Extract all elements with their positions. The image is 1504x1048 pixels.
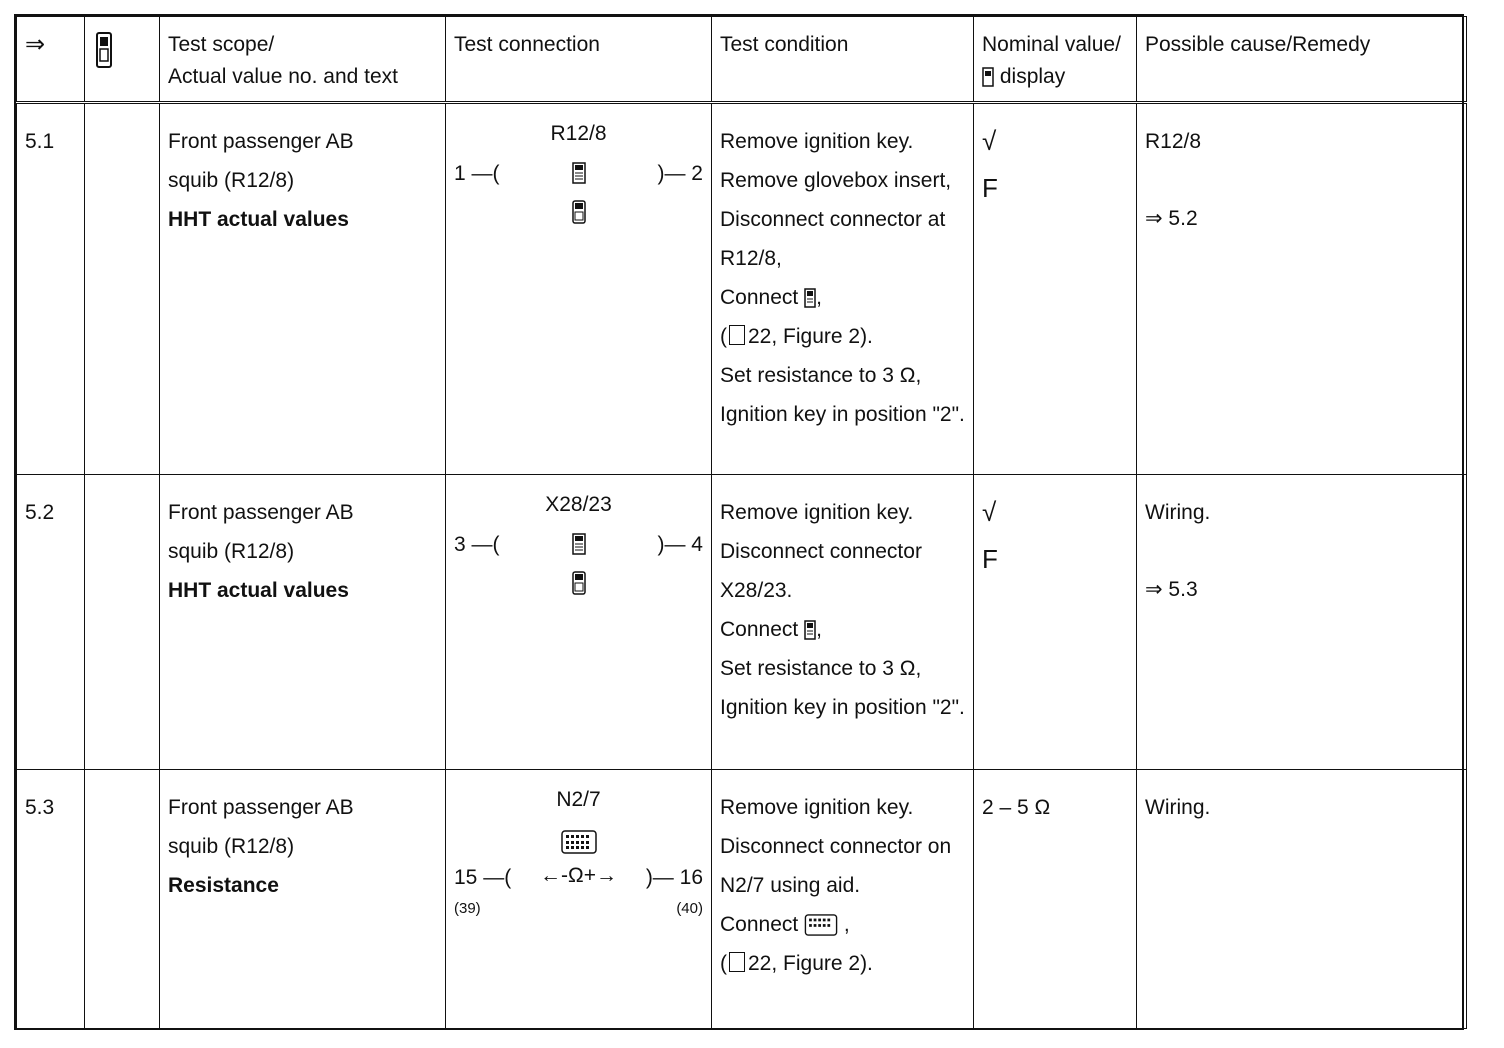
breakout-box-icon xyxy=(561,830,597,854)
test-connection xyxy=(446,475,712,770)
multimeter-icon xyxy=(572,162,586,184)
header-condition: Test condition xyxy=(712,17,974,103)
header-hht xyxy=(85,17,160,103)
pin-left: 3 —( xyxy=(454,533,500,556)
hht-icon xyxy=(93,31,115,71)
check-mark-icon: √ xyxy=(982,497,997,527)
header-scope: Test scope/ Actual value no. and text xyxy=(160,17,446,103)
step-number: 5.3 xyxy=(17,770,85,1029)
test-scope: Front passenger AB squib (R12/8) HHT actual values xyxy=(160,103,446,475)
pin-right: )— 16 xyxy=(645,866,703,889)
breakout-box-icon xyxy=(804,914,838,936)
book-icon xyxy=(729,325,745,345)
pin-right: )— 4 xyxy=(657,533,703,556)
hht-cell xyxy=(85,103,160,475)
multimeter-icon xyxy=(804,288,816,308)
hht-icon xyxy=(572,571,586,595)
connector-label: N2/7 xyxy=(556,788,601,811)
possible-cause: R12/8 ⇒ 5.2 xyxy=(1137,103,1467,475)
nominal-value: √ F xyxy=(974,475,1137,770)
table-row xyxy=(17,475,1467,770)
nominal-value: 2 – 5 Ω xyxy=(974,770,1137,1029)
pin-left: 15 —( xyxy=(454,866,512,889)
check-mark-icon: √ xyxy=(982,126,997,156)
test-condition: Remove ignition key. Remove glovebox insert, Disconnect connector at R12/8, Connect , ( 22, Figure 2). Set resistance to 3 Ω, Ignition key in position "2". xyxy=(712,103,974,475)
pin-sub-right: (40) xyxy=(676,900,703,917)
multimeter-icon xyxy=(804,620,816,640)
test-connection xyxy=(446,103,712,475)
test-condition: Remove ignition key. Disconnect connector on N2/7 using aid. Connect , ( 22, Figure 2). xyxy=(712,770,974,1029)
test-scope: Front passenger AB squib (R12/8) Resistance xyxy=(160,770,446,1029)
header-arrow: ⇒ xyxy=(17,17,85,103)
hht-cell xyxy=(85,475,160,770)
hht-cell xyxy=(85,770,160,1029)
test-scope: Front passenger AB squib (R12/8) HHT actual values xyxy=(160,475,446,770)
header-nominal: Nominal value/ display xyxy=(974,17,1137,103)
table-row xyxy=(17,770,1467,1029)
hht-icon xyxy=(572,200,586,224)
ohmmeter-symbol: ←-Ω+→ xyxy=(540,864,617,887)
pin-sub-left: (39) xyxy=(454,900,481,917)
table-row xyxy=(17,103,1467,475)
diagnostic-table-sheet xyxy=(14,14,1464,1030)
test-condition: Remove ignition key. Disconnect connector X28/23. Connect , Set resistance to 3 Ω, Ignition key in position "2". xyxy=(712,475,974,770)
possible-cause: Wiring. ⇒ 5.3 xyxy=(1137,475,1467,770)
step-number: 5.1 xyxy=(17,103,85,475)
test-connection xyxy=(446,770,712,1029)
connector-label: R12/8 xyxy=(550,122,607,145)
connector-label: X28/23 xyxy=(545,493,612,516)
possible-cause: Wiring. xyxy=(1137,770,1467,1029)
book-icon xyxy=(729,952,745,972)
nominal-value: √ F xyxy=(974,103,1137,475)
table-header-row xyxy=(17,17,1467,103)
multimeter-icon xyxy=(572,533,586,555)
header-connection: Test connection xyxy=(446,17,712,103)
hht-small-icon xyxy=(982,67,994,87)
step-number: 5.2 xyxy=(17,475,85,770)
pin-left: 1 —( xyxy=(454,162,500,185)
header-cause: Possible cause/Remedy xyxy=(1137,17,1467,103)
pin-right: )— 2 xyxy=(657,162,703,185)
diagnostic-table xyxy=(16,16,1467,1029)
